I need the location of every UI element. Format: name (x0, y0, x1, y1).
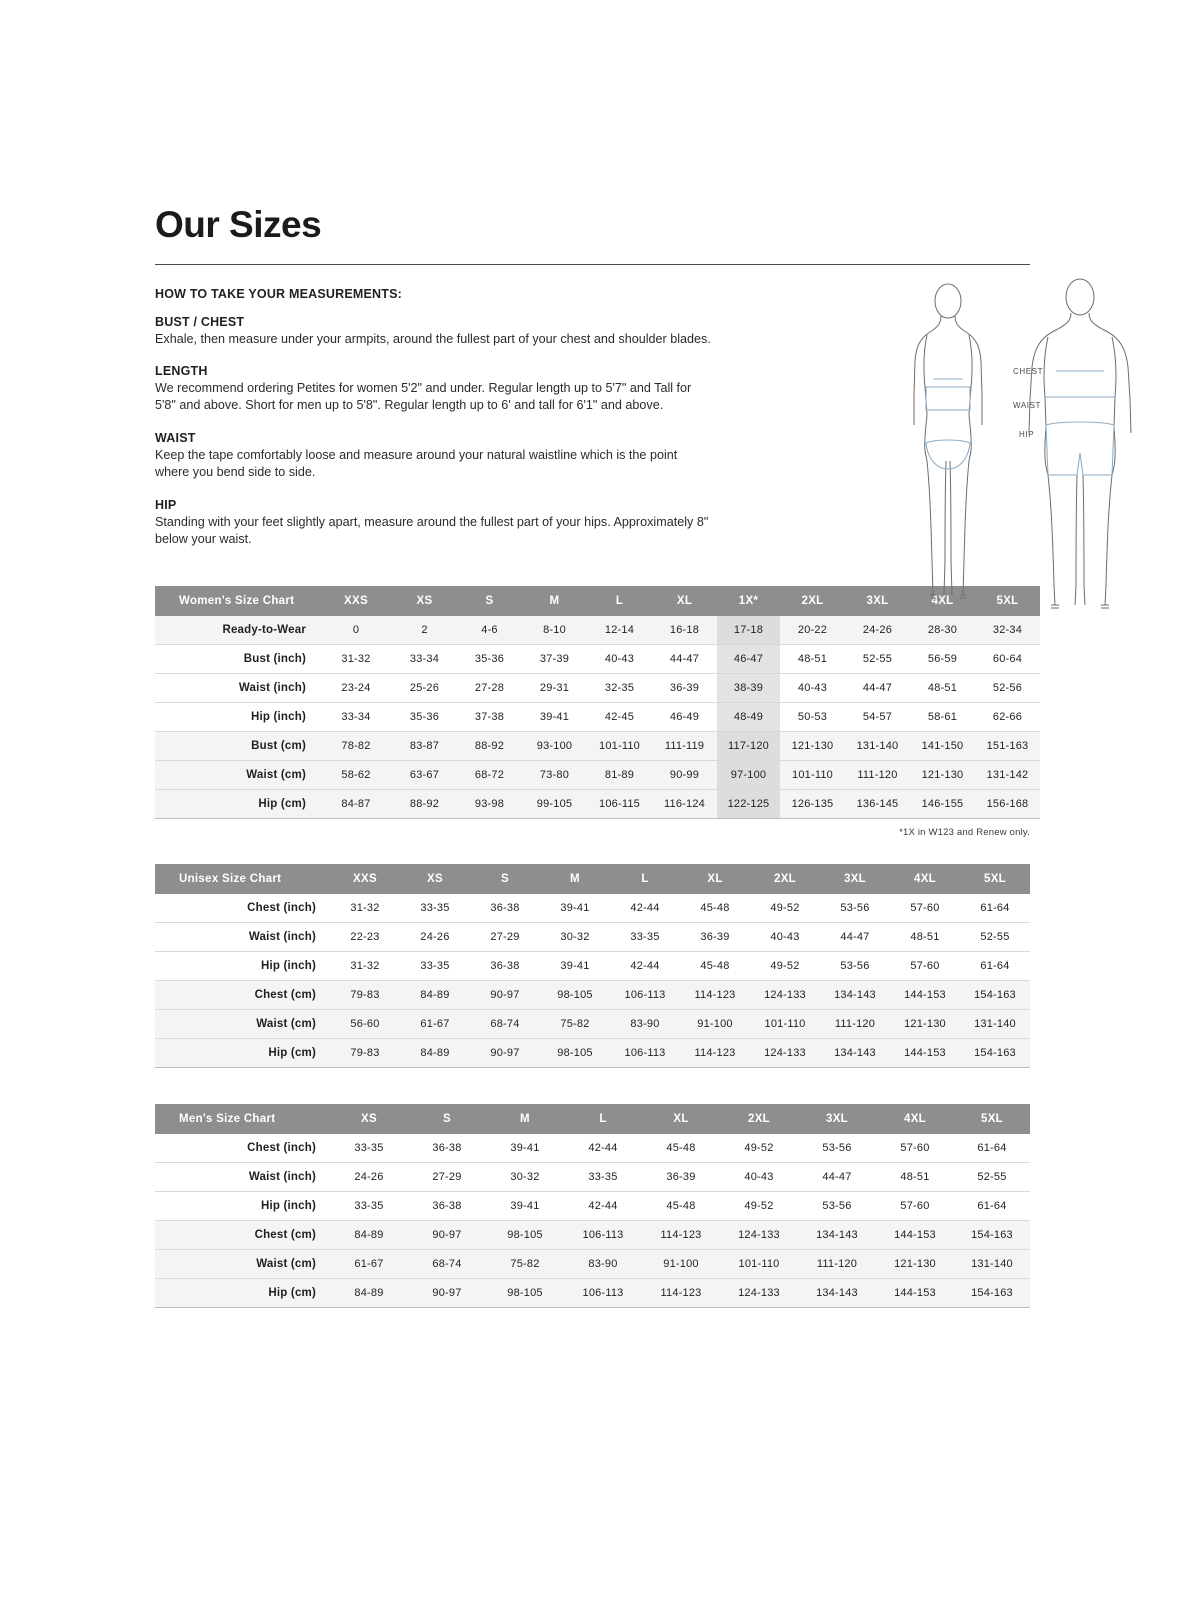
table-row (155, 1250, 1030, 1279)
cell: 98-105 (486, 1221, 564, 1250)
row-label: Bust (cm) (155, 732, 320, 761)
cell: 73-80 (522, 761, 587, 790)
cell: 12-14 (587, 616, 652, 645)
cell: 61-67 (400, 1010, 470, 1039)
table-row (155, 981, 1030, 1010)
cell: 58-62 (320, 761, 392, 790)
row-label: Waist (cm) (155, 761, 320, 790)
cell: 58-61 (910, 703, 975, 732)
table-row (155, 952, 1030, 981)
cell: 101-110 (720, 1250, 798, 1279)
cell: 22-23 (330, 923, 400, 952)
cell: 56-60 (330, 1010, 400, 1039)
cell: 83-90 (564, 1250, 642, 1279)
cell: 63-67 (392, 761, 457, 790)
chart-title: Women's Size Chart (155, 586, 320, 616)
cell: 4-6 (457, 616, 522, 645)
column-header: XS (400, 864, 470, 894)
cell: 48-51 (780, 645, 845, 674)
page-title: Our Sizes (155, 204, 322, 245)
cell: 90-99 (652, 761, 717, 790)
womens-size-chart (155, 586, 1030, 838)
cell: 52-55 (960, 923, 1030, 952)
cell: 93-98 (457, 790, 522, 819)
chart-title: Unisex Size Chart (155, 864, 330, 894)
cell: 156-168 (975, 790, 1040, 819)
cell: 8-10 (522, 616, 587, 645)
page-content (155, 204, 1044, 1308)
cell: 144-153 (890, 981, 960, 1010)
column-header: L (564, 1104, 642, 1134)
cell: 134-143 (798, 1279, 876, 1308)
cell: 83-87 (392, 732, 457, 761)
cell: 52-55 (954, 1163, 1030, 1192)
cell: 111-119 (652, 732, 717, 761)
measurement-block-waist (155, 431, 715, 482)
chart-title: Men's Size Chart (155, 1104, 330, 1134)
column-header: 3XL (845, 586, 910, 616)
cell: 37-38 (457, 703, 522, 732)
cell: 88-92 (392, 790, 457, 819)
cell: 24-26 (330, 1163, 408, 1192)
cell: 111-120 (845, 761, 910, 790)
figure-label-hip: HIP (1019, 430, 1035, 439)
cell: 90-97 (408, 1279, 486, 1308)
cell-highlighted: 122-125 (717, 790, 780, 819)
section-title: HIP (155, 497, 177, 512)
cell: 36-38 (408, 1134, 486, 1163)
cell: 124-133 (750, 1039, 820, 1068)
cell: 39-41 (540, 952, 610, 981)
cell: 36-38 (470, 894, 540, 923)
cell: 49-52 (720, 1192, 798, 1221)
section-body: Exhale, then measure under your armpits, around the fullest part of your chest and shoulder blades. (155, 331, 711, 346)
cell: 131-140 (960, 1010, 1030, 1039)
cell: 90-97 (470, 1039, 540, 1068)
cell: 136-145 (845, 790, 910, 819)
cell: 48-51 (910, 674, 975, 703)
cell: 84-89 (330, 1279, 408, 1308)
cell: 27-29 (470, 923, 540, 952)
section-body: Standing with your feet slightly apart, measure around the fullest part of your hips. Approximately 8" below your waist. (155, 514, 709, 546)
table-row (155, 1010, 1030, 1039)
cell: 101-110 (587, 732, 652, 761)
cell: 36-38 (470, 952, 540, 981)
cell: 42-44 (610, 952, 680, 981)
row-label: Hip (inch) (155, 703, 320, 732)
table-header-row (155, 1104, 1030, 1134)
cell: 2 (392, 616, 457, 645)
cell: 33-35 (610, 923, 680, 952)
cell: 36-39 (642, 1163, 720, 1192)
row-label: Ready-to-Wear (155, 616, 320, 645)
measurement-block-length (155, 364, 715, 415)
cell: 35-36 (457, 645, 522, 674)
table-row (155, 645, 1040, 674)
cell: 134-143 (820, 1039, 890, 1068)
cell: 49-52 (720, 1134, 798, 1163)
cell: 114-123 (680, 1039, 750, 1068)
cell: 33-35 (330, 1192, 408, 1221)
cell: 46-49 (652, 703, 717, 732)
section-title: BUST / CHEST (155, 314, 245, 329)
cell: 40-43 (780, 674, 845, 703)
cell: 121-130 (780, 732, 845, 761)
cell: 57-60 (876, 1134, 954, 1163)
cell-highlighted: 117-120 (717, 732, 780, 761)
cell: 30-32 (540, 923, 610, 952)
cell: 23-24 (320, 674, 392, 703)
cell: 81-89 (587, 761, 652, 790)
mens-size-chart (155, 1104, 1030, 1308)
column-header: XXS (330, 864, 400, 894)
cell: 90-97 (408, 1221, 486, 1250)
column-header: XXS (320, 586, 392, 616)
cell: 61-64 (954, 1134, 1030, 1163)
cell: 45-48 (680, 952, 750, 981)
cell: 121-130 (910, 761, 975, 790)
row-label: Waist (cm) (155, 1250, 330, 1279)
cell: 91-100 (642, 1250, 720, 1279)
cell: 53-56 (820, 894, 890, 923)
cell: 106-113 (610, 981, 680, 1010)
cell: 24-26 (845, 616, 910, 645)
cell: 111-120 (820, 1010, 890, 1039)
cell: 32-35 (587, 674, 652, 703)
cell: 88-92 (457, 732, 522, 761)
cell: 40-43 (750, 923, 820, 952)
cell-highlighted: 17-18 (717, 616, 780, 645)
cell: 98-105 (540, 981, 610, 1010)
cell: 93-100 (522, 732, 587, 761)
table-row (155, 761, 1040, 790)
section-body: Keep the tape comfortably loose and measure around your natural waistline which is the point where you bend side to side. (155, 447, 678, 480)
cell: 53-56 (798, 1134, 876, 1163)
table-row (155, 790, 1040, 819)
measurements-heading: HOW TO TAKE YOUR MEASUREMENTS: (155, 286, 402, 301)
cell: 39-41 (522, 703, 587, 732)
cell: 141-150 (910, 732, 975, 761)
cell: 57-60 (890, 894, 960, 923)
cell: 106-113 (610, 1039, 680, 1068)
measurement-figures (900, 275, 1185, 625)
row-label: Chest (cm) (155, 1221, 330, 1250)
column-header: 3XL (798, 1104, 876, 1134)
table-row (155, 674, 1040, 703)
cell: 30-32 (486, 1163, 564, 1192)
cell: 53-56 (798, 1192, 876, 1221)
row-label: Chest (inch) (155, 894, 330, 923)
column-header: S (470, 864, 540, 894)
measurement-block-hip (155, 498, 715, 549)
cell: 114-123 (642, 1221, 720, 1250)
column-header: XS (330, 1104, 408, 1134)
cell: 33-35 (400, 952, 470, 981)
cell: 42-45 (587, 703, 652, 732)
cell: 48-51 (876, 1163, 954, 1192)
cell: 37-39 (522, 645, 587, 674)
cell: 79-83 (330, 981, 400, 1010)
column-header: XL (652, 586, 717, 616)
cell: 36-38 (408, 1192, 486, 1221)
cell: 68-74 (408, 1250, 486, 1279)
table-row (155, 894, 1030, 923)
cell: 35-36 (392, 703, 457, 732)
cell: 33-34 (392, 645, 457, 674)
cell: 84-87 (320, 790, 392, 819)
cell: 20-22 (780, 616, 845, 645)
cell: 154-163 (960, 1039, 1030, 1068)
cell: 42-44 (564, 1134, 642, 1163)
cell: 24-26 (400, 923, 470, 952)
column-header: 1X* (717, 586, 780, 616)
cell: 75-82 (486, 1250, 564, 1279)
cell-highlighted: 97-100 (717, 761, 780, 790)
cell: 111-120 (798, 1250, 876, 1279)
cell: 62-66 (975, 703, 1040, 732)
section-title: LENGTH (155, 364, 208, 379)
measurement-block-bust (155, 315, 715, 348)
column-header: 4XL (876, 1104, 954, 1134)
column-header: S (408, 1104, 486, 1134)
cell: 49-52 (750, 894, 820, 923)
row-label: Waist (cm) (155, 1010, 330, 1039)
cell: 84-89 (400, 1039, 470, 1068)
column-header: S (457, 586, 522, 616)
cell: 49-52 (750, 952, 820, 981)
cell: 134-143 (798, 1221, 876, 1250)
cell: 31-32 (330, 952, 400, 981)
cell: 42-44 (610, 894, 680, 923)
cell: 121-130 (890, 1010, 960, 1039)
cell: 75-82 (540, 1010, 610, 1039)
cell: 33-35 (400, 894, 470, 923)
cell: 144-153 (876, 1221, 954, 1250)
cell: 78-82 (320, 732, 392, 761)
column-header: XL (642, 1104, 720, 1134)
column-header: 2XL (780, 586, 845, 616)
cell: 61-67 (330, 1250, 408, 1279)
cell: 48-51 (890, 923, 960, 952)
cell: 39-41 (486, 1134, 564, 1163)
cell: 121-130 (876, 1250, 954, 1279)
cell: 79-83 (330, 1039, 400, 1068)
cell: 29-31 (522, 674, 587, 703)
cell: 31-32 (320, 645, 392, 674)
column-header: M (540, 864, 610, 894)
size-chart-footnote: *1X in W123 and Renew only. (899, 827, 1030, 839)
figure-label-waist: WAIST (1013, 401, 1042, 410)
cell: 146-155 (910, 790, 975, 819)
cell: 106-113 (564, 1279, 642, 1308)
cell: 144-153 (890, 1039, 960, 1068)
table-row (155, 703, 1040, 732)
row-label: Bust (inch) (155, 645, 320, 674)
table-row (155, 1192, 1030, 1221)
row-label: Chest (cm) (155, 981, 330, 1010)
table-row (155, 1134, 1030, 1163)
cell: 131-142 (975, 761, 1040, 790)
cell: 16-18 (652, 616, 717, 645)
cell: 114-123 (642, 1279, 720, 1308)
cell: 52-55 (845, 645, 910, 674)
cell: 40-43 (587, 645, 652, 674)
row-label: Hip (cm) (155, 790, 320, 819)
column-header: XS (392, 586, 457, 616)
column-header: 4XL (910, 586, 975, 616)
cell: 57-60 (876, 1192, 954, 1221)
column-header: XL (680, 864, 750, 894)
cell: 106-115 (587, 790, 652, 819)
row-label: Hip (inch) (155, 1192, 330, 1221)
cell: 28-30 (910, 616, 975, 645)
cell-highlighted: 48-49 (717, 703, 780, 732)
cell: 116-124 (652, 790, 717, 819)
cell: 31-32 (330, 894, 400, 923)
body-figures-illustration (900, 275, 1185, 625)
cell: 144-153 (876, 1279, 954, 1308)
row-label: Waist (inch) (155, 674, 320, 703)
unisex-size-table (155, 864, 1030, 1068)
cell: 154-163 (954, 1279, 1030, 1308)
figure-label-chest: CHEST (1013, 367, 1044, 376)
section-body: We recommend ordering Petites for women 5'2" and under. Regular length up to 5'7" and Tall for 5'8" and above. Short for men up to 5'8". Regular length up to 6' and tall for 6'1" and above. (155, 381, 692, 413)
table-row (155, 732, 1040, 761)
cell: 56-59 (910, 645, 975, 674)
cell: 99-105 (522, 790, 587, 819)
cell: 39-41 (540, 894, 610, 923)
cell: 126-135 (780, 790, 845, 819)
cell: 68-72 (457, 761, 522, 790)
cell: 40-43 (720, 1163, 798, 1192)
cell: 60-64 (975, 645, 1040, 674)
cell: 44-47 (845, 674, 910, 703)
cell: 124-133 (720, 1279, 798, 1308)
cell: 134-143 (820, 981, 890, 1010)
row-label: Chest (inch) (155, 1134, 330, 1163)
cell: 83-90 (610, 1010, 680, 1039)
cell: 27-29 (408, 1163, 486, 1192)
mens-size-table (155, 1104, 1030, 1308)
cell: 154-163 (960, 981, 1030, 1010)
section-title: WAIST (155, 430, 196, 445)
row-label: Hip (cm) (155, 1279, 330, 1308)
row-label: Hip (cm) (155, 1039, 330, 1068)
unisex-size-chart (155, 864, 1030, 1068)
cell-highlighted: 46-47 (717, 645, 780, 674)
cell: 106-113 (564, 1221, 642, 1250)
cell: 32-34 (975, 616, 1040, 645)
table-row (155, 1279, 1030, 1308)
cell: 61-64 (954, 1192, 1030, 1221)
cell: 45-48 (680, 894, 750, 923)
cell: 54-57 (845, 703, 910, 732)
column-header: 5XL (975, 586, 1040, 616)
cell: 45-48 (642, 1134, 720, 1163)
cell: 98-105 (486, 1279, 564, 1308)
cell: 50-53 (780, 703, 845, 732)
title-divider (155, 264, 1030, 265)
cell: 91-100 (680, 1010, 750, 1039)
cell: 154-163 (954, 1221, 1030, 1250)
cell-highlighted: 38-39 (717, 674, 780, 703)
cell: 44-47 (652, 645, 717, 674)
measurements-section (155, 287, 715, 549)
row-label: Waist (inch) (155, 923, 330, 952)
cell: 52-56 (975, 674, 1040, 703)
table-row (155, 1221, 1030, 1250)
cell: 124-133 (750, 981, 820, 1010)
cell: 61-64 (960, 952, 1030, 981)
cell: 33-35 (330, 1134, 408, 1163)
row-label: Waist (inch) (155, 1163, 330, 1192)
cell: 90-97 (470, 981, 540, 1010)
table-header-row (155, 864, 1030, 894)
cell: 84-89 (330, 1221, 408, 1250)
cell: 84-89 (400, 981, 470, 1010)
cell: 57-60 (890, 952, 960, 981)
cell: 33-35 (564, 1163, 642, 1192)
cell: 114-123 (680, 981, 750, 1010)
cell: 27-28 (457, 674, 522, 703)
cell: 53-56 (820, 952, 890, 981)
column-header: 5XL (954, 1104, 1030, 1134)
column-header: M (486, 1104, 564, 1134)
table-row (155, 1163, 1030, 1192)
table-row (155, 923, 1030, 952)
cell: 45-48 (642, 1192, 720, 1221)
column-header: 3XL (820, 864, 890, 894)
table-row (155, 1039, 1030, 1068)
cell: 36-39 (652, 674, 717, 703)
cell: 44-47 (820, 923, 890, 952)
cell: 25-26 (392, 674, 457, 703)
column-header: 5XL (960, 864, 1030, 894)
cell: 131-140 (845, 732, 910, 761)
cell: 61-64 (960, 894, 1030, 923)
cell: 42-44 (564, 1192, 642, 1221)
cell: 131-140 (954, 1250, 1030, 1279)
cell: 101-110 (750, 1010, 820, 1039)
cell: 101-110 (780, 761, 845, 790)
column-header: L (610, 864, 680, 894)
column-header: 2XL (750, 864, 820, 894)
column-header: L (587, 586, 652, 616)
column-header: 2XL (720, 1104, 798, 1134)
cell: 36-39 (680, 923, 750, 952)
column-header: 4XL (890, 864, 960, 894)
cell: 39-41 (486, 1192, 564, 1221)
cell: 68-74 (470, 1010, 540, 1039)
cell: 98-105 (540, 1039, 610, 1068)
row-label: Hip (inch) (155, 952, 330, 981)
cell: 0 (320, 616, 392, 645)
cell: 124-133 (720, 1221, 798, 1250)
column-header: M (522, 586, 587, 616)
cell: 151-163 (975, 732, 1040, 761)
cell: 33-34 (320, 703, 392, 732)
cell: 44-47 (798, 1163, 876, 1192)
